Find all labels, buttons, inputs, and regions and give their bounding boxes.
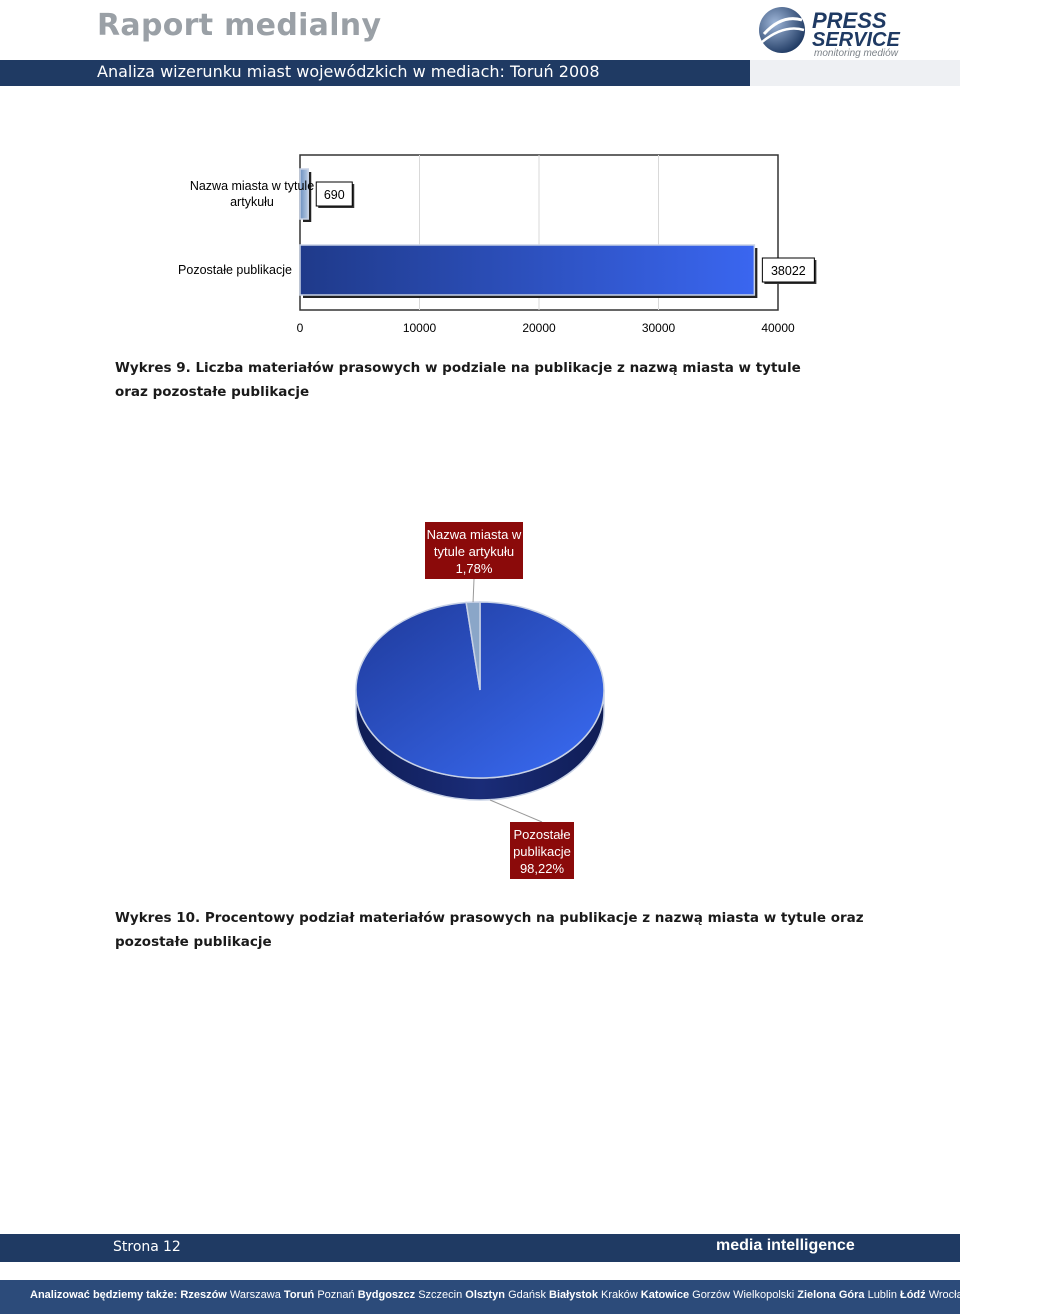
city-name: Zielona Góra [794,1289,865,1301]
city-name: Opole [970,1289,1005,1301]
y-category-label: Nazwa miasta w tytule artykułu [189,179,315,209]
bar [300,169,308,219]
pie-leader-line [490,800,542,822]
data-label: 690 [323,188,345,202]
city-name: Lublin [864,1289,897,1301]
x-tick-label: 10000 [402,321,437,335]
x-tick-label: 40000 [761,321,795,335]
logo-text-press: PRESS [812,8,887,33]
figure-10-caption [115,906,875,954]
bar [300,245,754,295]
logo-text-service: SERVICE [812,29,900,51]
pie-data-label: Pozostałe publikacje 98,22% [513,827,571,876]
header-accent [750,60,960,86]
city-name: Warszawa [226,1289,281,1301]
city-name: Kielce [1004,1289,1038,1301]
x-tick-label: 30000 [641,321,676,335]
figure-10-caption-prefix: Wykres 10. [115,910,201,926]
city-name: Gorzów Wielkopolski [689,1289,795,1301]
page-label: Strona [113,1239,159,1255]
city-name: Szczecin [415,1289,463,1301]
data-label: 38022 [770,264,806,278]
footer-tagline: media intelligence [716,1237,855,1254]
cities-prefix: Analizować będziemy także: [30,1289,178,1301]
figure-9-caption [115,356,835,404]
city-name: Kraków [597,1289,638,1301]
city-name: Bydgoszcz [354,1289,416,1301]
cities-items [180,1289,1038,1301]
pie-data-label: Nazwa miasta w tytule artykułu 1,78% [426,527,522,576]
city-name: Rzeszów [180,1289,227,1301]
page-number: 12 [163,1239,181,1255]
city-name: Olsztyn [462,1289,506,1301]
pie-chart [300,520,660,890]
city-name: Toruń [280,1289,315,1301]
x-tick-label: 20000 [522,321,556,335]
city-name: Poznań [314,1289,355,1301]
city-name: Białystok [546,1289,598,1301]
pie-leader-line [473,579,474,602]
cities-list [30,1289,1038,1301]
figure-9-caption-text: Liczba materiałów prasowych w podziale na publikacje z nazwą miasta w tytule oraz pozostałe publikacje [115,360,801,400]
city-name: Wrocław [925,1289,971,1301]
report-subtitle: Analiza wizerunku miast wojewódzkich w mediach: Toruń 2008 [97,62,600,81]
logo-subtext: monitoring mediów [814,48,898,59]
city-name: Łódź [896,1289,926,1301]
y-category-label: Pozostałe publikacje [178,263,292,277]
figure-10-caption-text: Procentowy podział materiałów prasowych na publikacje z nazwą miasta w tytule oraz pozostałe publikacje [115,910,864,950]
press-service-logo [756,4,946,58]
report-title: Raport medialny [97,8,382,43]
city-name: Katowice [637,1289,690,1301]
figure-9-caption-prefix: Wykres 9. [115,360,191,376]
x-tick-label: 0 [296,321,304,335]
bar-chart [150,150,830,350]
city-name: Gdańsk [505,1289,546,1301]
